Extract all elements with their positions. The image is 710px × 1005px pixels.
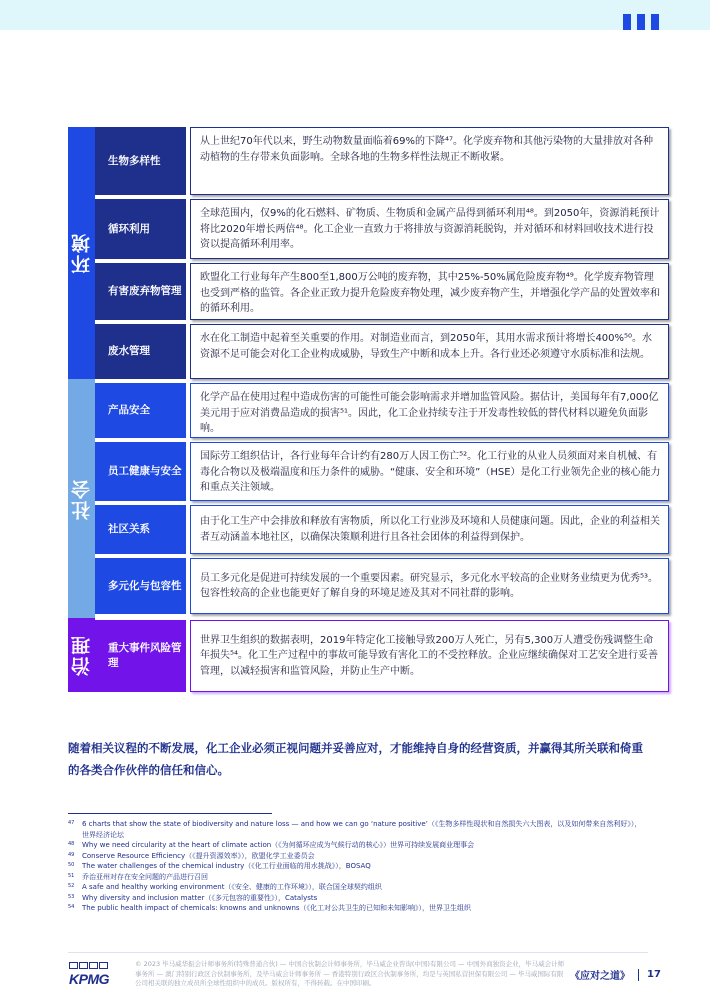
footnote-text: Why we need circularity at the heart of climate action（《为何循环应成为气候行动的核心》）世界可持续发展商业理事会 bbox=[82, 841, 475, 849]
footnote-number: 48 bbox=[68, 841, 75, 847]
header-band bbox=[0, 0, 710, 30]
topic-row-wastewater bbox=[95, 324, 669, 379]
topic-description: 世界卫生组织的数据表明，2019年特定化工接触导致200万人死亡，另有5,300万人遭受伤残调整生命年损失⁵⁴。化工生产过程中的事故可能导致有害化工的不受控释放。企业应继续确保对工艺安全进行妥善管理，以减轻损害和监管风险，并防止生产中断。 bbox=[190, 620, 669, 692]
footnote-number: 53 bbox=[68, 893, 75, 900]
topic-row-biodiversity bbox=[95, 127, 669, 195]
footer-divider bbox=[68, 952, 648, 953]
topic-description: 全球范围内，仅9%的化石燃料、矿物质、生物质和金属产品得到循环利用⁴⁸。到2050年，资源消耗预计将比2020年增长两倍⁴⁸。化工企业一直致力于将排放与资源消耗脱钩，并对循环和材料回收技术进行投资以提高循环利用率。 bbox=[190, 199, 669, 259]
topic-title: 产品安全 bbox=[95, 383, 186, 438]
topic-row-community-relations bbox=[95, 505, 669, 554]
footnote-text: 6 charts that show the state of biodiversity and nature loss — and how we can go ‘nature positive’（《生物多样性现状和自然损失六大图表，以及如何带来自然利好》），世界经济论坛 bbox=[82, 820, 642, 839]
footnote-item bbox=[68, 840, 648, 851]
footnote-item bbox=[68, 819, 648, 840]
footnote-number: 47 bbox=[68, 820, 75, 826]
section-label-society: 社会 bbox=[68, 379, 95, 618]
brand-bars-icon bbox=[623, 14, 659, 30]
topic-description: 欧盟化工行业每年产生800至1,800万公吨的废弃物，其中25%-50%属危险废弃物⁴⁹。化学废弃物管理也受到严格的监管。各企业正致力提升危险废弃物处理，减少废弃物产生，并增强化学产品的处置效率和的循环利用。 bbox=[190, 263, 669, 320]
topic-title: 重大事件风险管理 bbox=[95, 620, 186, 692]
footnote-number: 52 bbox=[68, 883, 75, 889]
footnote-divider bbox=[68, 813, 272, 814]
topic-description: 从上世纪70年代以来，野生动物数量面临着69%的下降⁴⁷。化学废弃物和其他污染物的大量排放对各种动植物的生存带来负面影响。全球各地的生物多样性法规正不断收紧。 bbox=[190, 127, 669, 195]
footnote-text: Conserve Resource Efficiency（《提升资源效率》），欧盟化学工业委员会 bbox=[82, 851, 315, 860]
footnote-number: 54 bbox=[68, 904, 75, 910]
footnote-text: 乔治亚州对存在安全问题的产品进行召回 bbox=[82, 872, 208, 881]
topic-title: 生物多样性 bbox=[95, 127, 186, 195]
logo-boxes-icon bbox=[69, 962, 108, 969]
kpmg-logo bbox=[69, 962, 109, 987]
topic-title: 循环利用 bbox=[95, 199, 186, 259]
topic-row-product-safety bbox=[95, 383, 669, 438]
section-label-environment: 环境 bbox=[68, 127, 95, 379]
footnote-text: The water challenges of the chemical industry（《化工行业面临的用水挑战》），BOSAQ bbox=[82, 862, 371, 870]
topic-row-employee-safety bbox=[95, 442, 669, 501]
topic-description: 水在化工制造中起着至关重要的作用。对制造业而言，到2050年，其用水需求预计将增长400%⁵⁰。水资源不足可能会对化工企业构成威胁，导致生产中断和成本上升。各行业还必须遵守水质标准和法规。 bbox=[190, 324, 669, 379]
section-label-governance: 治理 bbox=[68, 618, 95, 692]
topic-row-diversity-inclusion bbox=[95, 558, 669, 614]
footnotes bbox=[68, 819, 648, 914]
footnote-number: 50 bbox=[68, 862, 75, 868]
topic-description: 化学产品在使用过程中造成伤害的可能性可能会影响需求并增加监管风险。据估计，美国每年有7,000亿美元用于应对消费品造成的损害⁵¹。因此，化工企业持续专注于开发毒性较低的替代材料以避免负面影响。 bbox=[190, 383, 669, 438]
topic-title: 社区关系 bbox=[95, 505, 186, 554]
footnote-text: A safe and healthy working environment（《安全、健康的工作环境》），联合国全球契约组织 bbox=[82, 883, 382, 891]
footnote-text: The public health impact of chemicals: knowns and unknowns（《化工对公共卫生的已知和未知影响》），世界卫生组织 bbox=[82, 904, 472, 912]
logo-wordmark: KPMG bbox=[69, 971, 109, 987]
topic-description: 国际劳工组织估计，各行业每年合计约有280万人因工伤亡⁵²。化工行业的从业人员须面对来自机械、有毒化合物以及极端温度和压力条件的威胁。“健康、安全和环境”（HSE）是化工行业领先企业的核心能力和重点关注领域。 bbox=[190, 442, 669, 501]
footnote-item bbox=[68, 893, 648, 904]
footnote-item bbox=[68, 872, 648, 883]
topic-row-hazardous-waste bbox=[95, 263, 669, 320]
topic-title: 废水管理 bbox=[95, 324, 186, 379]
summary-paragraph: 随着相关议程的不断发展，化工企业必须正视问题并妥善应对，才能维持自身的经营资质，并赢得其所关联和倚重的各类合作伙伴的信任和信心。 bbox=[68, 741, 643, 777]
footnote-item bbox=[68, 903, 648, 914]
footnote-number: 49 bbox=[68, 851, 75, 858]
page-number: 17 bbox=[647, 969, 661, 980]
topic-row-circularity bbox=[95, 199, 669, 259]
footnote-item bbox=[68, 882, 648, 893]
topic-title: 多元化与包容性 bbox=[95, 558, 186, 614]
footnote-item bbox=[68, 851, 648, 862]
footnote-number: 51 bbox=[68, 872, 75, 879]
topic-row-major-incident-risk bbox=[95, 620, 669, 692]
publication-title: 《应对之道》 bbox=[570, 971, 630, 982]
topic-description: 由于化工生产中会排放和释放有害物质，所以化工行业涉及环境和人员健康问题。因此，企业的利益相关者互动涵盖本地社区，以确保决策顺利进行且各社会团体的利益得到保护。 bbox=[190, 505, 669, 554]
topic-description: 员工多元化是促进可持续发展的一个重要因素。研究显示，多元化水平较高的企业财务业绩更为优秀⁵³。包容性较高的企业也能更好了解自身的环境足迹及其对不同社群的影响。 bbox=[190, 558, 669, 614]
topic-title: 有害废弃物管理 bbox=[95, 263, 186, 320]
page-meta bbox=[570, 967, 661, 982]
topic-title: 员工健康与安全 bbox=[95, 442, 186, 501]
meta-separator bbox=[638, 969, 639, 981]
footnote-item bbox=[68, 861, 648, 872]
footnote-text: Why diversity and inclusion matter（《多元包容的重要性》），Catalysts bbox=[82, 893, 318, 902]
copyright-notice: © 2023 毕马威华振会计师事务所(特殊普通合伙) — 中国合伙制会计师事务所，毕马威企业咨询(中国)有限公司 — 中国外商独资企业，毕马威会计师事务所 — 澳门特别行政区合伙制事务所，及毕马威会计师事务所 — 香港特别行政区合伙制事务所，均是与英国私营担保有限公司 — 毕马威国际有限公司相关联的独立成员所全球性组织中的成员。版权所有，不得转载。在中国印刷。 bbox=[135, 960, 565, 987]
